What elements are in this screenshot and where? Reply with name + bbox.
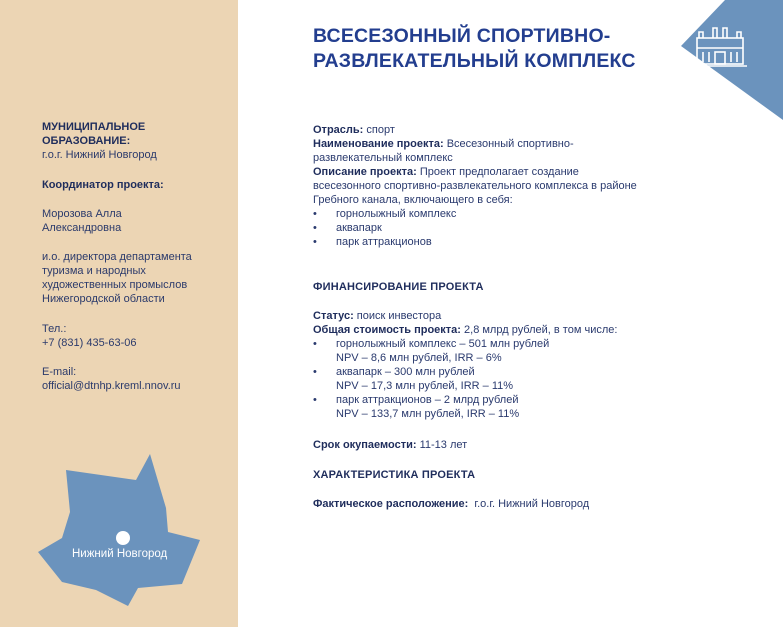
cost-label: Общая стоимость проекта: <box>313 324 461 336</box>
metrics-line: NPV – 133,7 млн рублей, IRR – 11% <box>336 408 520 420</box>
phone-label: Тел.: <box>42 323 67 335</box>
municipality-label-2: ОБРАЗОВАНИЕ: <box>42 135 131 147</box>
name-row <box>313 137 637 151</box>
industry-value: спорт <box>363 124 395 136</box>
bullet-icon: • <box>313 236 317 248</box>
industry-label: Отрасль: <box>313 124 364 136</box>
coordinator-position <box>42 250 192 306</box>
coordinator-block <box>42 178 164 192</box>
list-item: • горнолыжный комплекс <box>313 208 457 220</box>
position-line-4: Нижегородской области <box>42 293 165 305</box>
sidebar <box>0 0 238 627</box>
phone-value: +7 (831) 435-63-06 <box>42 337 137 349</box>
email-value[interactable]: official@dtnhp.kreml.nnov.ru <box>42 380 181 392</box>
name-value-1: Всесезонный спортивно- <box>443 138 574 150</box>
bullet-icon: • <box>313 394 317 406</box>
position-line-1: и.о. директора департамента <box>42 251 192 263</box>
location-label: Фактическое расположение: <box>313 498 469 510</box>
position-line-3: художественных промыслов <box>42 279 188 291</box>
map-label: Нижний Новгород <box>72 548 168 560</box>
metrics-line: NPV – 8,6 млн рублей, IRR – 6% <box>336 352 502 364</box>
payback-row <box>313 438 467 452</box>
financing-heading: ФИНАНСИРОВАНИЕ ПРОЕКТА <box>313 281 484 293</box>
title-line-1: ВСЕСЕЗОННЫЙ СПОРТИВНО- <box>313 25 611 47</box>
status-row <box>313 309 617 323</box>
status-value: поиск инвестора <box>353 310 442 322</box>
coordinator-name-2: Александровна <box>42 222 122 234</box>
desc-value-1: Проект предполагает создание <box>416 166 579 178</box>
phone-block <box>42 322 136 350</box>
list-item: • аквапарк – 300 млн рублей <box>313 366 475 378</box>
name-value-2: развлекательный комплекс <box>313 152 453 164</box>
desc-value-3: Гребного канала, включающего в себя: <box>313 194 513 206</box>
location-value: г.о.г. Нижний Новгород <box>468 498 590 510</box>
financing-details <box>313 309 617 421</box>
bullet-icon: • <box>313 366 317 378</box>
page-title <box>313 24 693 74</box>
metrics-line: NPV – 17,3 млн рублей, IRR – 11% <box>336 380 514 392</box>
email-block <box>42 365 181 393</box>
desc-value-2: всесезонного спортивно-развлекательного комплекса в районе <box>313 180 637 192</box>
status-label: Статус: <box>313 310 354 322</box>
desc-label: Описание проекта: <box>313 166 417 178</box>
cost-value: 2,8 млрд рублей, в том числе: <box>460 324 618 336</box>
municipality-label-1: МУНИЦИПАЛЬНОЕ <box>42 121 146 133</box>
bullet-icon: • <box>313 338 317 350</box>
financing-section <box>313 280 484 294</box>
characteristics-heading: ХАРАКТЕРИСТИКА ПРОЕКТА <box>313 469 476 481</box>
list-item: • горнолыжный комплекс – 501 млн рублей <box>313 338 550 350</box>
list-item: • аквапарк <box>313 222 382 234</box>
coordinator-label: Координатор проекта: <box>42 179 164 191</box>
location-row <box>313 497 589 511</box>
title-line-2: РАЗВЛЕКАТЕЛЬНЫЙ КОМПЛЕКС <box>313 50 636 72</box>
bullet-icon: • <box>313 222 317 234</box>
name-label: Наименование проекта: <box>313 138 444 150</box>
payback-value: 11-13 лет <box>416 439 468 451</box>
municipality-value: г.о.г. Нижний Новгород <box>42 149 157 161</box>
municipality-block <box>42 120 157 162</box>
desc-row <box>313 165 637 179</box>
coordinator-name <box>42 207 122 235</box>
city-map-icon <box>0 440 238 627</box>
position-line-2: туризма и народных <box>42 265 146 277</box>
city-marker-icon <box>116 531 130 545</box>
bullet-icon: • <box>313 208 317 220</box>
coordinator-name-1: Морозова Алла <box>42 208 122 220</box>
project-info <box>313 123 637 249</box>
payback-label: Срок окупаемости: <box>313 439 417 451</box>
email-label: E-mail: <box>42 366 77 378</box>
cost-row <box>313 323 617 337</box>
industry-row <box>313 123 637 137</box>
characteristics-section <box>313 468 475 482</box>
city-map-shape <box>38 454 200 606</box>
list-item: • парк аттракционов – 2 млрд рублей <box>313 394 519 406</box>
list-item: • парк аттракционов <box>313 236 432 248</box>
